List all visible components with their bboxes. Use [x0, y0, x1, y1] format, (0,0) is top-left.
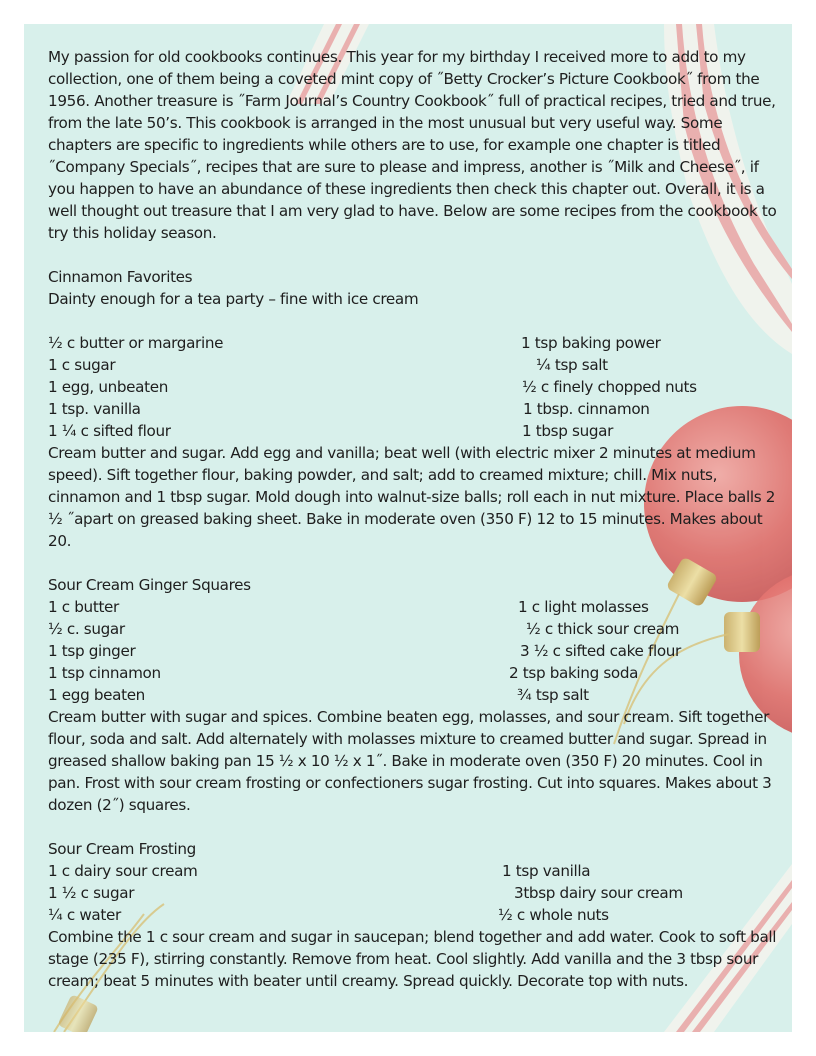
- ingredient-row: [48, 860, 778, 882]
- ingredient-left: ¼ c water: [48, 906, 121, 924]
- ingredient-left: 1 c butter: [48, 598, 119, 616]
- ingredient-right: ½ c whole nuts: [498, 906, 609, 924]
- ornament-cap-bottom-left: [57, 994, 99, 1032]
- ingredient-right: ¾ tsp salt: [517, 686, 589, 704]
- ingredient-right: 1 tsp baking power: [521, 334, 661, 352]
- ingredient-left: 1 ¼ c sifted flour: [48, 422, 171, 440]
- ingredient-row: [48, 882, 778, 904]
- ingredient-left: 1 c sugar: [48, 356, 116, 374]
- recipe-title: Cinnamon Favorites: [48, 268, 193, 286]
- ingredient-left: ½ c butter or margarine: [48, 334, 224, 352]
- ingredient-row: [48, 398, 778, 420]
- ingredient-row: [48, 420, 778, 442]
- article-body: [48, 46, 778, 992]
- ingredient-right: 3 ½ c sifted cake flour: [520, 642, 681, 660]
- ingredient-left: 1 tsp ginger: [48, 642, 136, 660]
- recipe-title: Sour Cream Frosting: [48, 840, 196, 858]
- ingredient-row: [48, 904, 778, 926]
- ingredient-right: 1 tsp vanilla: [502, 862, 591, 880]
- ingredient-right: 1 c light molasses: [518, 598, 649, 616]
- ingredient-left: 1 tsp cinnamon: [48, 664, 161, 682]
- ingredient-row: [48, 596, 778, 618]
- ingredient-right: ¼ tsp salt: [536, 356, 608, 374]
- recipe-directions: Cream butter and sugar. Add egg and vanilla; beat well (with electric mixer 2 minutes at medium speed). Sift together flour, baking powder, and salt; add to creamed mixture; chill. Mix nuts, cinnamon and 1 tbsp sugar. Mold dough into walnut-size balls; roll each in nut mixture. Place balls 2 ½ ˝apart on greased baking sheet. Bake in moderate oven (350 F) 12 to 15 minutes. Makes about 20.: [48, 444, 776, 550]
- ingredient-row: [48, 354, 778, 376]
- ingredient-left: 1 tsp. vanilla: [48, 400, 141, 418]
- recipe-cinnamon-favorites: [48, 266, 778, 552]
- recipe-page: [24, 24, 792, 1032]
- ingredient-row: [48, 640, 778, 662]
- ingredient-right: ½ c finely chopped nuts: [522, 378, 697, 396]
- ingredient-right: 1 tbsp sugar: [522, 422, 613, 440]
- ingredient-right: 3tbsp dairy sour cream: [514, 884, 683, 902]
- ingredient-row: [48, 684, 778, 706]
- ingredient-left: ½ c. sugar: [48, 620, 125, 638]
- ingredient-left: 1 ½ c sugar: [48, 884, 135, 902]
- ingredient-right: 1 tbsp. cinnamon: [523, 400, 650, 418]
- recipe-sour-cream-ginger-squares: [48, 574, 778, 816]
- ingredient-left: 1 c dairy sour cream: [48, 862, 198, 880]
- ingredient-row: [48, 662, 778, 684]
- intro-paragraph: My passion for old cookbooks continues. This year for my birthday I received more to add to my collection, one of them being a coveted mint copy of ˝Betty Crocker’s Picture Cookbook˝ from the 1956. Another treasure is ˝Farm Journal’s Country Cookbook˝ full of practical recipes, tried and true, from the late 50’s. This cookbook is arranged in the most unusual but very useful way. Some chapters are specific to ingredients while others are to use, for example one chapter is titled ˝Company Specials˝, recipes that are sure to please and impress, another is ˝Milk and Cheese˝, if you happen to have an abundance of these ingredients then check this chapter out. Overall, it is a well thought out treasure that I am very glad to have. Below are some recipes from the cookbook to try this holiday season.: [48, 48, 777, 242]
- ingredient-row: [48, 332, 778, 354]
- ingredient-right: ½ c thick sour cream: [526, 620, 680, 638]
- ingredient-row: [48, 618, 778, 640]
- recipe-title: Sour Cream Ginger Squares: [48, 576, 251, 594]
- ingredient-row: [48, 376, 778, 398]
- recipe-subtitle: Dainty enough for a tea party – fine with ice cream: [48, 290, 419, 308]
- ingredient-left: 1 egg beaten: [48, 686, 145, 704]
- recipe-directions: Cream butter with sugar and spices. Combine beaten egg, molasses, and sour cream. Sift together flour, soda and salt. Add alternately with molasses mixture to creamed butter and sugar. Spread in greased shallow baking pan 15 ½ x 10 ½ x 1˝. Bake in moderate oven (350 F) 20 minutes. Cool in pan. Frost with sour cream frosting or confectioners sugar frosting. Cut into squares. Makes about 3 dozen (2˝) squares.: [48, 708, 772, 814]
- recipe-sour-cream-frosting: [48, 838, 778, 992]
- ingredient-right: 2 tsp baking soda: [509, 664, 639, 682]
- ingredient-left: 1 egg, unbeaten: [48, 378, 168, 396]
- recipe-directions: Combine the 1 c sour cream and sugar in saucepan; blend together and add water. Cook to soft ball stage (235 F), stirring constantly. Remove from heat. Cool slightly. Add vanilla and the 3 tbsp sour cream; beat 5 minutes with beater until creamy. Spread quickly. Decorate top with nuts.: [48, 928, 777, 990]
